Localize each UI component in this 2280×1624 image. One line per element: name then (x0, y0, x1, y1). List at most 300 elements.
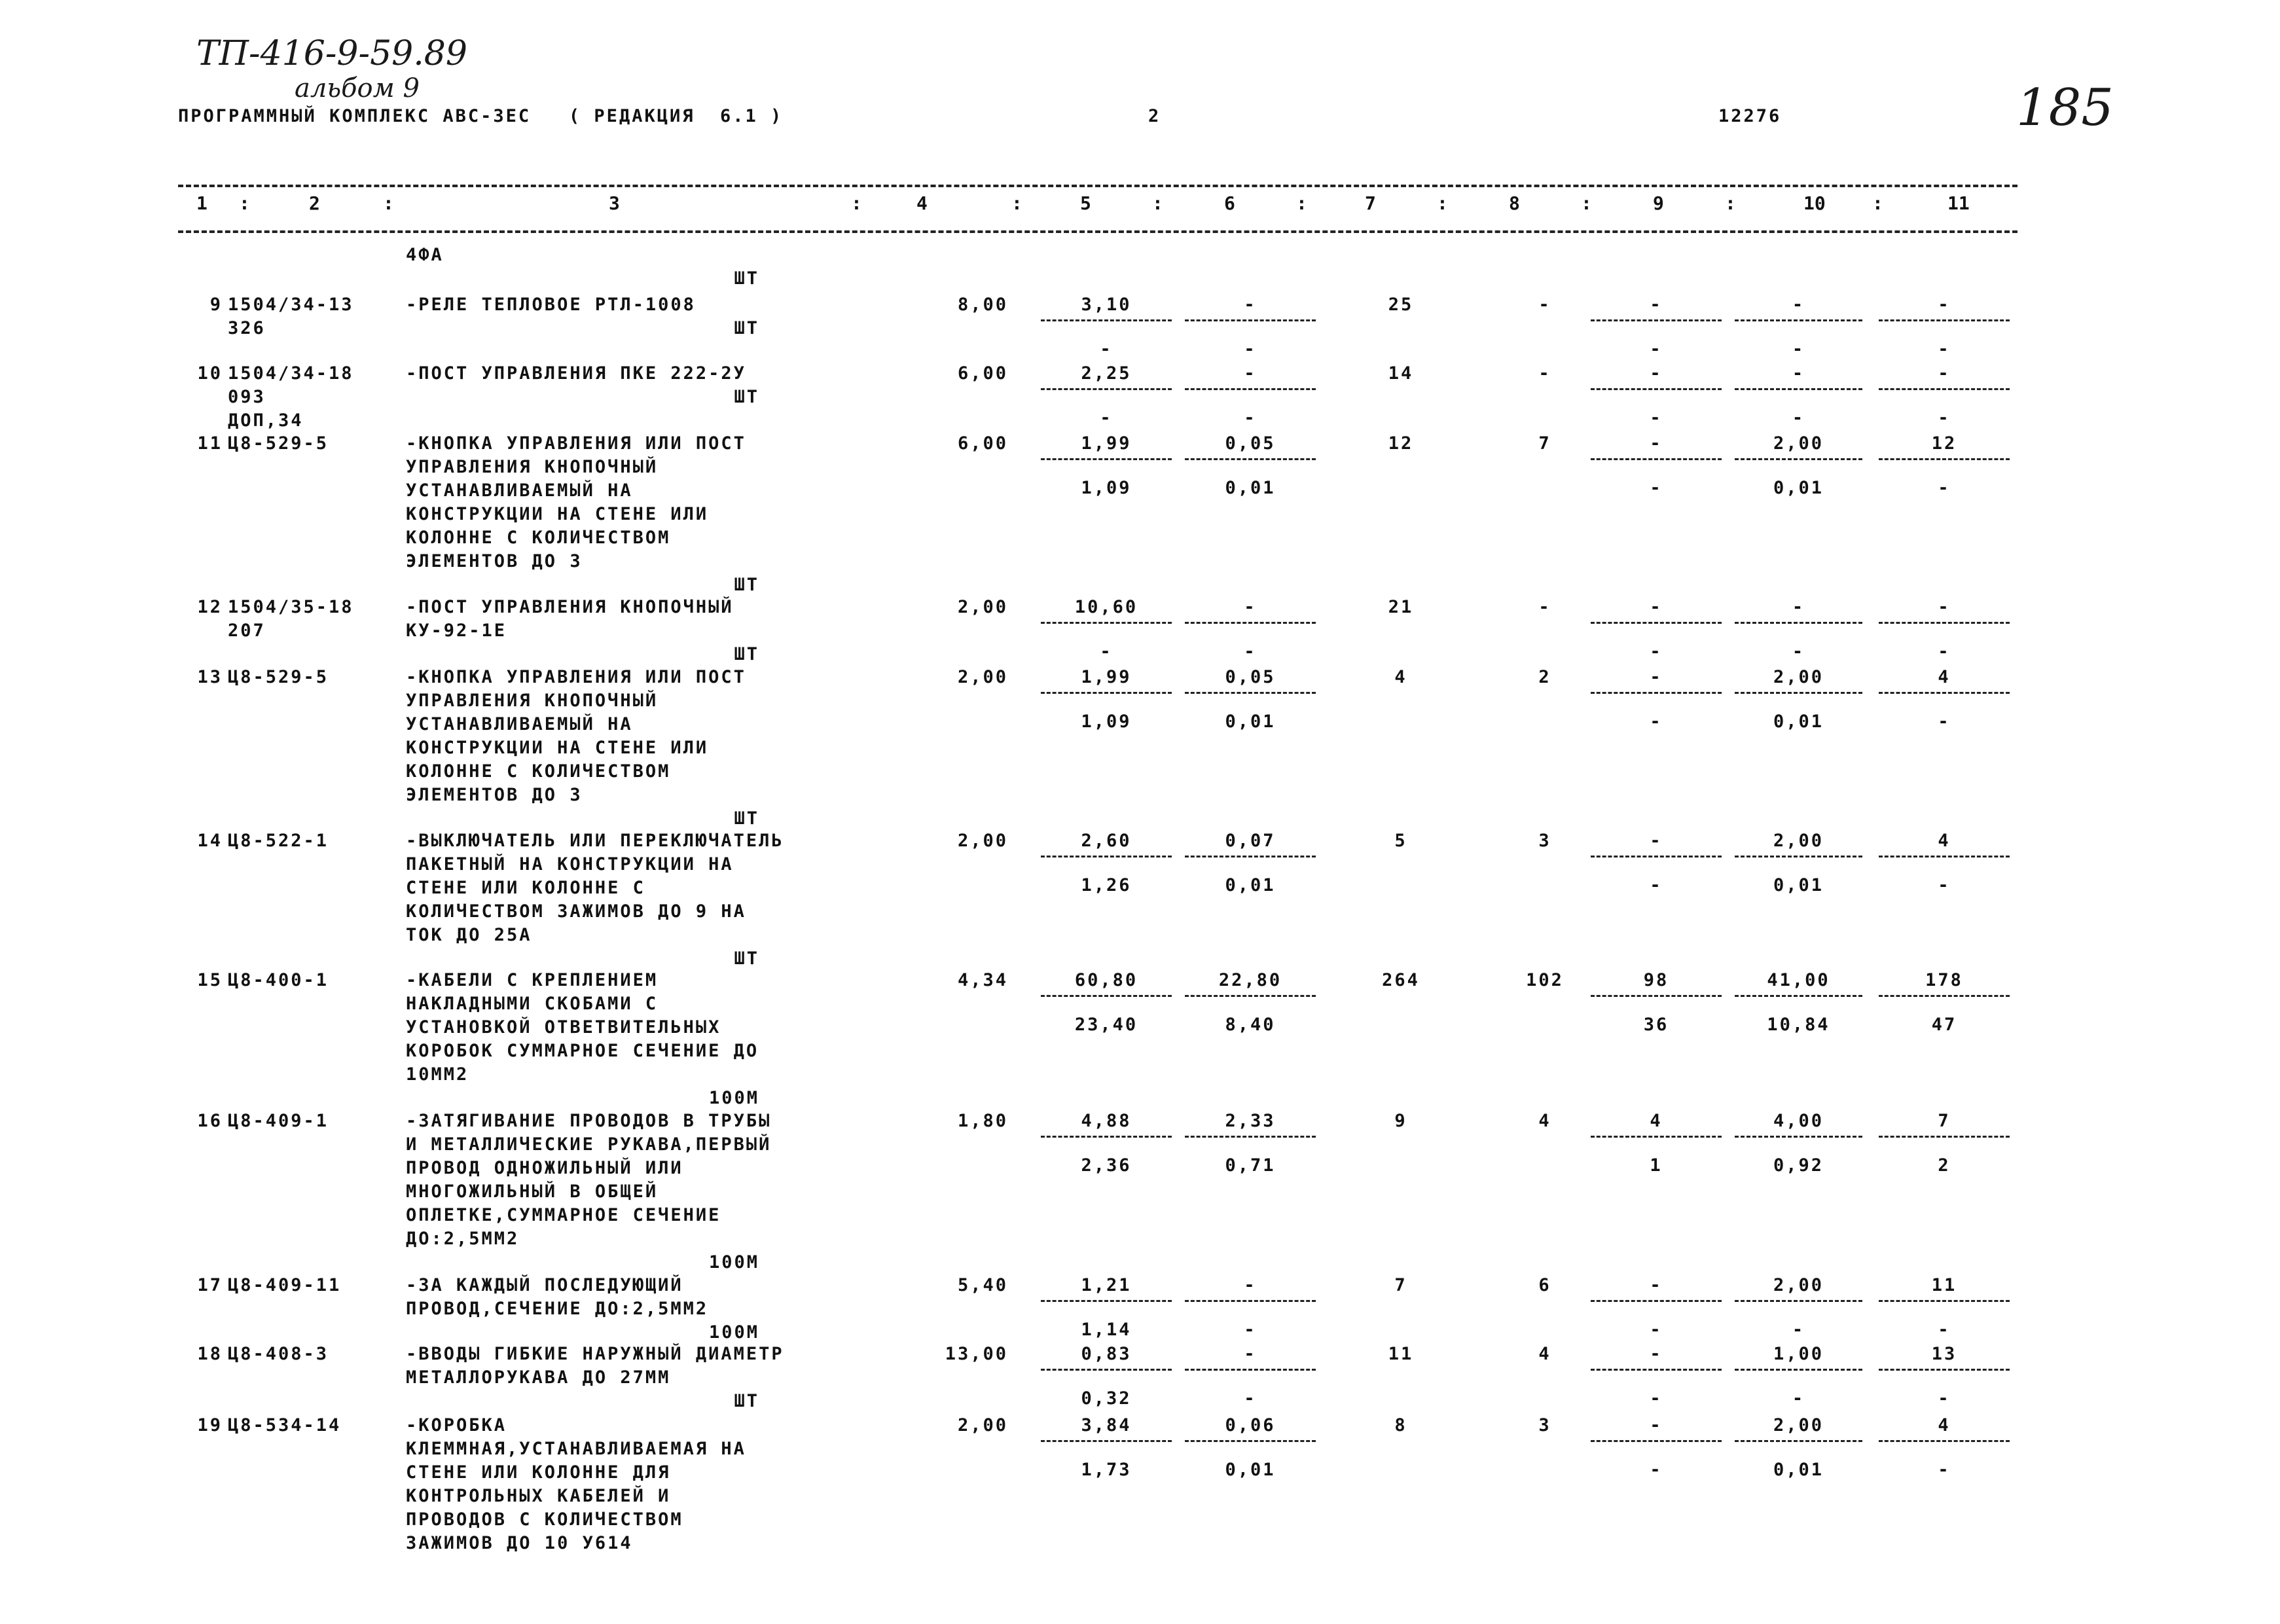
value-c11-bottom: - (1938, 478, 1951, 498)
value-c8: - (1538, 295, 1551, 315)
cell-divider (1591, 319, 1722, 321)
work-description: ПАКЕТНЫЙ НА КОНСТРУКЦИИ НА (406, 854, 734, 875)
value-c10-top: - (1792, 597, 1805, 617)
cell-divider (1041, 622, 1172, 624)
work-description: УСТАНОВКОЙ ОТВЕТВИТЕЛЬНЫХ (406, 1017, 721, 1038)
document-number: 12276 (1718, 106, 1782, 126)
cell-divider (1735, 319, 1862, 321)
cell-divider (1591, 388, 1722, 390)
work-description: ПРОВОДОВ С КОЛИЧЕСТВОМ (406, 1509, 683, 1530)
unit-of-measure: ШТ (734, 318, 759, 338)
value-c9-bottom: - (1650, 478, 1663, 498)
value-c11-top: - (1938, 295, 1951, 315)
value-c7: 21 (1388, 597, 1414, 617)
cell-divider (1185, 1440, 1316, 1442)
value-c5-bottom: 1,09 (1081, 478, 1132, 498)
value-c5-bottom: 23,40 (1074, 1015, 1138, 1035)
cell-divider (1735, 622, 1862, 624)
value-c7: 9 (1394, 1111, 1407, 1131)
work-description: УПРАВЛЕНИЯ КНОПОЧНЫЙ (406, 457, 659, 477)
column-separator: : (1296, 192, 1307, 214)
cell-divider (1879, 1300, 2010, 1302)
cell-divider (1735, 1440, 1862, 1442)
cell-divider (1879, 995, 2010, 997)
cell-divider (1735, 1369, 1862, 1371)
cell-divider (1041, 856, 1172, 857)
cell-divider (1735, 1136, 1862, 1138)
program-header: ПРОГРАММНЫЙ КОМПЛЕКС АВС-3ЕС ( РЕДАКЦИЯ 6.1 ) (178, 106, 784, 126)
cell-divider (1879, 1136, 2010, 1138)
work-description: ДО:2,5ММ2 (406, 1229, 520, 1249)
column-separator: : (383, 192, 394, 214)
column-header-9: 9 (1653, 192, 1664, 214)
cell-divider (1591, 856, 1722, 857)
cell-divider (1041, 458, 1172, 460)
value-c11-bottom: - (1938, 1388, 1951, 1409)
value-c6-top: - (1244, 1275, 1257, 1295)
work-description: ПРОВОД,СЕЧЕНИЕ ДО:2,5ММ2 (406, 1299, 709, 1319)
value-c8: 102 (1526, 970, 1564, 990)
value-c10-top: - (1792, 295, 1805, 315)
value-c10-top: 4,00 (1773, 1111, 1824, 1131)
value-c7: 25 (1388, 295, 1414, 315)
work-description: УСТАНАВЛИВАЕМЫЙ НА (406, 480, 633, 501)
value-c7: 12 (1388, 433, 1414, 454)
column-separator: : (1581, 192, 1592, 214)
work-description: -ВВОДЫ ГИБКИЕ НАРУЖНЫЙ ДИАМЕТР (406, 1344, 784, 1364)
quantity: 1,80 (957, 1111, 1008, 1131)
rate-code: Ц8-400-1 (228, 970, 329, 990)
value-c5-top: 2,60 (1081, 831, 1132, 851)
value-c6-top: - (1244, 597, 1257, 617)
row-number: 10 (197, 363, 223, 384)
value-c9-bottom: - (1650, 712, 1663, 732)
value-c5-bottom: 0,32 (1081, 1388, 1132, 1409)
value-c11-bottom: - (1938, 712, 1951, 732)
value-c11-top: 7 (1938, 1111, 1951, 1131)
value-c9-bottom: 36 (1643, 1015, 1669, 1035)
cell-divider (1591, 1440, 1722, 1442)
value-c9-bottom: - (1650, 1388, 1663, 1409)
value-c10-bottom: 0,01 (1773, 875, 1824, 895)
quantity: 13,00 (945, 1344, 1008, 1364)
value-c9-top: 4 (1650, 1111, 1663, 1131)
quantity: 6,00 (957, 433, 1008, 454)
work-description: -ПОСТ УПРАВЛЕНИЯ КНОПОЧНЫЙ (406, 597, 734, 617)
column-header-3: 3 (609, 192, 620, 214)
unit-of-measure: ШТ (734, 644, 759, 664)
cell-divider (1185, 1300, 1316, 1302)
cell-divider (1185, 856, 1316, 857)
column-header-4: 4 (916, 192, 928, 214)
cell-divider (1041, 388, 1172, 390)
row-number: 9 (209, 295, 223, 315)
value-c6-top: 0,05 (1225, 667, 1276, 687)
value-c6-bottom: 0,01 (1225, 1460, 1276, 1480)
value-c11-top: 4 (1938, 831, 1951, 851)
rate-code: Ц8-534-14 (228, 1415, 342, 1435)
work-description: КОНТРОЛЬНЫХ КАБЕЛЕЙ И (406, 1486, 671, 1506)
cell-divider (1591, 995, 1722, 997)
column-header-1: 1 (196, 192, 208, 214)
rate-code: ДОП,34 (228, 410, 304, 431)
work-description: КОЛИЧЕСТВОМ ЗАЖИМОВ ДО 9 НА (406, 901, 746, 922)
work-description: ОПЛЕТКЕ,СУММАРНОЕ СЕЧЕНИЕ (406, 1205, 721, 1225)
work-description: -КНОПКА УПРАВЛЕНИЯ ИЛИ ПОСТ (406, 667, 746, 687)
row-number: 18 (197, 1344, 223, 1364)
work-description: СТЕНЕ ИЛИ КОЛОННЕ ДЛЯ (406, 1462, 671, 1483)
work-description: 10ММ2 (406, 1064, 469, 1085)
row-number: 12 (197, 597, 223, 617)
value-c5-top: 10,60 (1074, 597, 1138, 617)
value-c10-bottom: 10,84 (1767, 1015, 1830, 1035)
value-c6-bottom: 0,01 (1225, 875, 1276, 895)
value-c9-top: - (1650, 1275, 1663, 1295)
value-c8: 3 (1538, 831, 1551, 851)
cell-divider (1041, 692, 1172, 694)
rate-code: Ц8-408-3 (228, 1344, 329, 1364)
value-c11-bottom: - (1938, 1320, 1951, 1340)
value-c6-bottom: - (1244, 1388, 1257, 1409)
cell-divider (1879, 1440, 2010, 1442)
column-separator: : (1011, 192, 1022, 214)
rate-code: 093 (228, 387, 266, 407)
value-c10-top: 2,00 (1773, 1275, 1824, 1295)
work-description: КОНСТРУКЦИИ НА СТЕНЕ ИЛИ (406, 738, 709, 758)
value-c9-top: - (1650, 597, 1663, 617)
row-number: 15 (197, 970, 223, 990)
value-c6-bottom: 0,01 (1225, 478, 1276, 498)
value-c6-top: 0,06 (1225, 1415, 1276, 1435)
cell-divider (1185, 458, 1316, 460)
cell-divider (1185, 995, 1316, 997)
value-c6-bottom: - (1244, 408, 1257, 428)
value-c10-bottom: - (1792, 1388, 1805, 1409)
work-description: ЭЛЕМЕНТОВ ДО 3 (406, 785, 583, 805)
value-c8: 7 (1538, 433, 1551, 454)
cell-divider (1041, 1136, 1172, 1138)
column-separator: : (1725, 192, 1736, 214)
value-c11-bottom: 2 (1938, 1155, 1951, 1176)
value-c9-top: - (1650, 667, 1663, 687)
row-number: 14 (197, 831, 223, 851)
column-separator: : (239, 192, 250, 214)
value-c10-top: 41,00 (1767, 970, 1830, 990)
value-c7: 264 (1382, 970, 1420, 990)
value-c10-top: 2,00 (1773, 831, 1824, 851)
value-c5-bottom: - (1100, 408, 1113, 428)
rate-code: 1504/34-13 (228, 295, 354, 315)
value-c6-bottom: 0,01 (1225, 712, 1276, 732)
value-c9-bottom: - (1650, 339, 1663, 359)
value-c5-top: 3,84 (1081, 1415, 1132, 1435)
value-c6-top: - (1244, 363, 1257, 384)
value-c11-bottom: - (1938, 1460, 1951, 1480)
value-c6-bottom: 0,71 (1225, 1155, 1276, 1176)
column-header-10: 10 (1803, 192, 1826, 214)
value-c10-top: - (1792, 363, 1805, 384)
value-c10-bottom: - (1792, 408, 1805, 428)
value-c11-top: 4 (1938, 667, 1951, 687)
rate-code: Ц8-409-11 (228, 1275, 342, 1295)
row-number: 16 (197, 1111, 223, 1131)
page-number: 2 (1148, 106, 1161, 126)
value-c10-bottom: 0,01 (1773, 712, 1824, 732)
column-separator: : (1872, 192, 1883, 214)
value-c9-bottom: - (1650, 641, 1663, 662)
value-c5-bottom: 1,26 (1081, 875, 1132, 895)
rate-code: Ц8-529-5 (228, 667, 329, 687)
column-header-6: 6 (1224, 192, 1235, 214)
value-c7: 7 (1394, 1275, 1407, 1295)
value-c7: 5 (1394, 831, 1407, 851)
value-c8: 6 (1538, 1275, 1551, 1295)
cell-divider (1185, 622, 1316, 624)
value-c11-bottom: 47 (1931, 1015, 1957, 1035)
value-c7: 14 (1388, 363, 1414, 384)
unit-of-measure: ШТ (734, 387, 759, 407)
rate-code: 326 (228, 318, 266, 338)
value-c5-top: 60,80 (1074, 970, 1138, 990)
cell-divider (1879, 388, 2010, 390)
work-description: -РЕЛЕ ТЕПЛОВОЕ РТЛ-1008 (406, 295, 696, 315)
value-c5-bottom: 1,73 (1081, 1460, 1132, 1480)
value-c5-bottom: - (1100, 339, 1113, 359)
value-c10-bottom: 0,01 (1773, 478, 1824, 498)
rate-code: 1504/35-18 (228, 597, 354, 617)
cell-divider (1879, 458, 2010, 460)
cell-divider (1735, 458, 1862, 460)
cell-divider (1185, 1136, 1316, 1138)
value-c7: 4 (1394, 667, 1407, 687)
quantity: 2,00 (957, 831, 1008, 851)
work-description: КЛЕММНАЯ,УСТАНАВЛИВАЕМАЯ НА (406, 1439, 746, 1459)
work-description: НАКЛАДНЫМИ СКОБАМИ С (406, 994, 659, 1014)
value-c5-top: 1,21 (1081, 1275, 1132, 1295)
value-c8: - (1538, 363, 1551, 384)
value-c9-top: - (1650, 363, 1663, 384)
cell-divider (1591, 692, 1722, 694)
value-c9-bottom: - (1650, 1320, 1663, 1340)
work-description: ЭЛЕМЕНТОВ ДО 3 (406, 551, 583, 571)
quantity: 2,00 (957, 667, 1008, 687)
quantity: 6,00 (957, 363, 1008, 384)
cell-divider (1591, 622, 1722, 624)
table-header-rule (178, 230, 2018, 233)
cell-divider (1185, 1369, 1316, 1371)
work-description: -ЗА КАЖДЫЙ ПОСЛЕДУЮЩИЙ (406, 1275, 683, 1295)
cell-divider (1041, 995, 1172, 997)
cell-divider (1185, 319, 1316, 321)
value-c9-top: - (1650, 295, 1663, 315)
unit-of-measure: 100М (708, 1322, 759, 1343)
value-c11-top: 178 (1925, 970, 1963, 990)
column-header-7: 7 (1365, 192, 1376, 214)
work-description: ЗАЖИМОВ ДО 10 У614 (406, 1533, 633, 1553)
unit-of-measure: ШТ (734, 268, 759, 289)
work-description: 4ФА (406, 245, 444, 265)
value-c11-top: - (1938, 597, 1951, 617)
value-c8: 4 (1538, 1111, 1551, 1131)
row-number: 11 (197, 433, 223, 454)
value-c11-top: - (1938, 363, 1951, 384)
unit-of-measure: ШТ (734, 1391, 759, 1411)
column-header-2: 2 (309, 192, 320, 214)
value-c10-top: 2,00 (1773, 1415, 1824, 1435)
value-c10-bottom: 0,92 (1773, 1155, 1824, 1176)
value-c9-bottom: - (1650, 1460, 1663, 1480)
cell-divider (1041, 319, 1172, 321)
value-c5-top: 1,99 (1081, 667, 1132, 687)
column-separator: : (851, 192, 862, 214)
value-c10-top: 1,00 (1773, 1344, 1824, 1364)
value-c11-top: 13 (1931, 1344, 1957, 1364)
work-description: И МЕТАЛЛИЧЕСКИЕ РУКАВА,ПЕРВЫЙ (406, 1134, 772, 1155)
cell-divider (1041, 1300, 1172, 1302)
value-c10-bottom: - (1792, 339, 1805, 359)
value-c7: 8 (1394, 1415, 1407, 1435)
column-separator: : (1437, 192, 1448, 214)
cell-divider (1879, 692, 2010, 694)
value-c5-top: 1,99 (1081, 433, 1132, 454)
work-description: УСТАНАВЛИВАЕМЫЙ НА (406, 714, 633, 734)
rate-code: Ц8-409-1 (228, 1111, 329, 1131)
value-c11-bottom: - (1938, 408, 1951, 428)
cell-divider (1591, 1369, 1722, 1371)
column-header-11: 11 (1947, 192, 1970, 214)
column-separator: : (1152, 192, 1163, 214)
value-c9-bottom: 1 (1650, 1155, 1663, 1176)
value-c9-top: - (1650, 1344, 1663, 1364)
cell-divider (1735, 856, 1862, 857)
rate-code: 207 (228, 621, 266, 641)
handwritten-page-number: 185 (2016, 79, 2114, 137)
cell-divider (1879, 1369, 2010, 1371)
unit-of-measure: 100М (708, 1088, 759, 1108)
value-c10-bottom: 0,01 (1773, 1460, 1824, 1480)
value-c9-bottom: - (1650, 408, 1663, 428)
work-description: -КАБЕЛИ С КРЕПЛЕНИЕМ (406, 970, 659, 990)
value-c5-bottom: 2,36 (1081, 1155, 1132, 1176)
work-description: ПРОВОД ОДНОЖИЛЬНЫЙ ИЛИ (406, 1158, 683, 1178)
cell-divider (1879, 622, 2010, 624)
rate-code: Ц8-522-1 (228, 831, 329, 851)
cell-divider (1735, 692, 1862, 694)
value-c10-bottom: - (1792, 641, 1805, 662)
value-c11-top: 4 (1938, 1415, 1951, 1435)
value-c5-bottom: 1,14 (1081, 1320, 1132, 1340)
work-description: КОНСТРУКЦИИ НА СТЕНЕ ИЛИ (406, 504, 709, 524)
value-c8: 4 (1538, 1344, 1551, 1364)
work-description: -ВЫКЛЮЧАТЕЛЬ ИЛИ ПЕРЕКЛЮЧАТЕЛЬ (406, 831, 784, 851)
row-number: 17 (197, 1275, 223, 1295)
value-c5-bottom: 1,09 (1081, 712, 1132, 732)
value-c6-top: 0,07 (1225, 831, 1276, 851)
value-c5-top: 3,10 (1081, 295, 1132, 315)
handwritten-album: альбом 9 (295, 73, 420, 103)
value-c9-top: - (1650, 831, 1663, 851)
value-c5-top: 4,88 (1081, 1111, 1132, 1131)
quantity: 2,00 (957, 1415, 1008, 1435)
value-c6-bottom: - (1244, 339, 1257, 359)
cell-divider (1591, 1136, 1722, 1138)
work-description: КОЛОННЕ С КОЛИЧЕСТВОМ (406, 528, 671, 548)
work-description: -КНОПКА УПРАВЛЕНИЯ ИЛИ ПОСТ (406, 433, 746, 454)
quantity: 2,00 (957, 597, 1008, 617)
quantity: 5,40 (957, 1275, 1008, 1295)
work-description: МНОГОЖИЛЬНЫЙ В ОБЩЕЙ (406, 1182, 659, 1202)
value-c10-top: 2,00 (1773, 433, 1824, 454)
value-c11-top: 11 (1931, 1275, 1957, 1295)
unit-of-measure: 100М (708, 1252, 759, 1272)
value-c11-bottom: - (1938, 641, 1951, 662)
table-top-rule (178, 185, 2018, 187)
row-number: 13 (197, 667, 223, 687)
value-c6-bottom: - (1244, 1320, 1257, 1340)
value-c6-bottom: 8,40 (1225, 1015, 1276, 1035)
row-number: 19 (197, 1415, 223, 1435)
cell-divider (1041, 1440, 1172, 1442)
value-c6-top: 2,33 (1225, 1111, 1276, 1131)
cell-divider (1879, 319, 2010, 321)
quantity: 8,00 (957, 295, 1008, 315)
value-c6-top: 0,05 (1225, 433, 1276, 454)
unit-of-measure: ШТ (734, 575, 759, 595)
handwritten-code: ТП-416-9-59.89 (196, 34, 467, 73)
value-c8: - (1538, 597, 1551, 617)
value-c6-top: - (1244, 295, 1257, 315)
work-description: -КОРОБКА (406, 1415, 507, 1435)
work-description: -ЗАТЯГИВАНИЕ ПРОВОДОВ В ТРУБЫ (406, 1111, 772, 1131)
rate-code: Ц8-529-5 (228, 433, 329, 454)
work-description: УПРАВЛЕНИЯ КНОПОЧНЫЙ (406, 691, 659, 711)
work-description: КОЛОННЕ С КОЛИЧЕСТВОМ (406, 761, 671, 782)
value-c8: 2 (1538, 667, 1551, 687)
value-c6-bottom: - (1244, 641, 1257, 662)
value-c9-top: 98 (1643, 970, 1669, 990)
value-c11-top: 12 (1931, 433, 1957, 454)
cell-divider (1591, 1300, 1722, 1302)
cell-divider (1735, 995, 1862, 997)
value-c9-bottom: - (1650, 875, 1663, 895)
rate-code: 1504/34-18 (228, 363, 354, 384)
value-c5-top: 2,25 (1081, 363, 1132, 384)
value-c6-top: 22,80 (1218, 970, 1282, 990)
value-c9-top: - (1650, 1415, 1663, 1435)
cell-divider (1735, 388, 1862, 390)
work-description: КУ-92-1Е (406, 621, 507, 641)
unit-of-measure: ШТ (734, 808, 759, 829)
unit-of-measure: ШТ (734, 948, 759, 969)
column-header-8: 8 (1509, 192, 1520, 214)
value-c7: 11 (1388, 1344, 1414, 1364)
column-header-5: 5 (1080, 192, 1091, 214)
cell-divider (1185, 692, 1316, 694)
value-c11-bottom: - (1938, 339, 1951, 359)
value-c11-bottom: - (1938, 875, 1951, 895)
work-description: -ПОСТ УПРАВЛЕНИЯ ПКЕ 222-2У (406, 363, 746, 384)
value-c5-bottom: - (1100, 641, 1113, 662)
work-description: СТЕНЕ ИЛИ КОЛОННЕ С (406, 878, 645, 898)
cell-divider (1041, 1369, 1172, 1371)
value-c6-top: - (1244, 1344, 1257, 1364)
work-description: ТОК ДО 25А (406, 925, 532, 945)
value-c10-top: 2,00 (1773, 667, 1824, 687)
work-description: МЕТАЛЛОРУКАВА ДО 27ММ (406, 1367, 671, 1388)
value-c5-top: 0,83 (1081, 1344, 1132, 1364)
cell-divider (1591, 458, 1722, 460)
work-description: КОРОБОК СУММАРНОЕ СЕЧЕНИЕ ДО (406, 1041, 759, 1061)
